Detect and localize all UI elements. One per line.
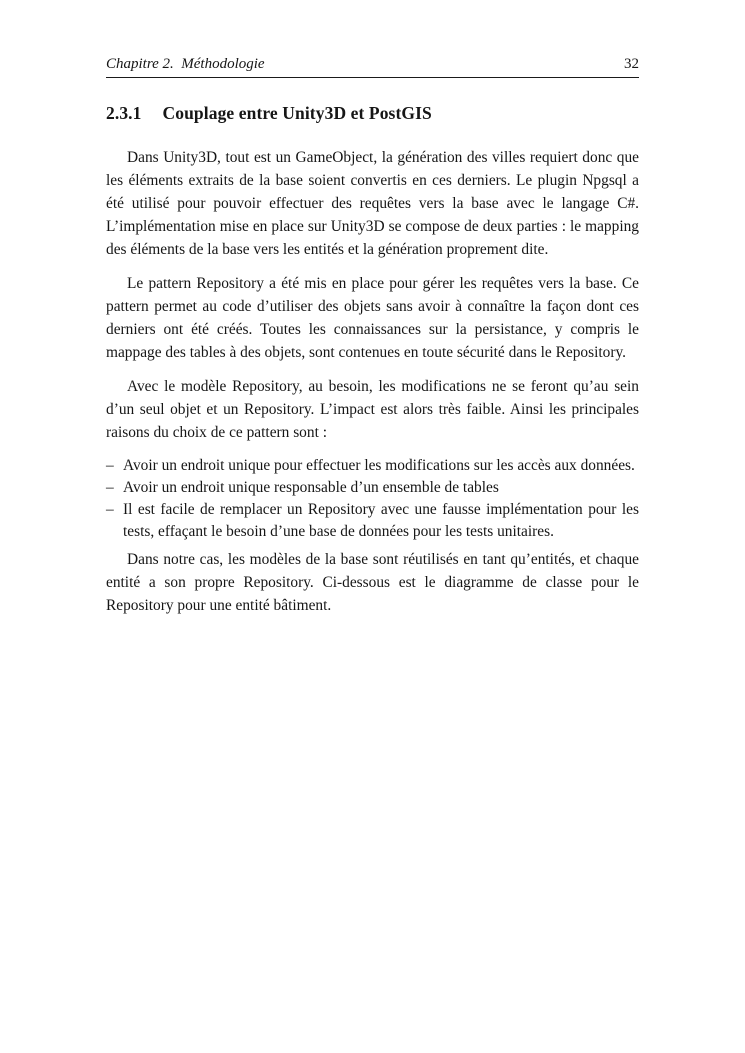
- list-item: [106, 499, 639, 543]
- running-header: [106, 56, 639, 78]
- paragraph-pattern-repository: Le pattern Repository a été mis en place pour gérer les requêtes vers la base. Ce pattern permet au code d’utiliser des objets sans avoir à connaître la façon dont ces derniers ont été créés. Toutes les connaissances sur la persistance, y compris le mappage des tables à des objets, sont contenues en toute sécurité dans le Repository.: [106, 275, 639, 361]
- list-item-text: Avoir un endroit unique responsable d’un ensemble de tables: [123, 479, 499, 496]
- dash-marker: –: [106, 457, 114, 474]
- section-heading: [106, 103, 639, 124]
- paragraph-closing: Dans notre cas, les modèles de la base sont réutilisés en tant qu’entités, et chaque entité a son propre Repository. Ci-dessous est le diagramme de classe pour le Repository pour une entité bâtiment.: [106, 551, 639, 614]
- paragraph-modele-repository: Avec le modèle Repository, au besoin, les modifications ne se feront qu’au sein d’un seul objet et un Repository. L’impact est alors très faible. Ainsi les principales raisons du choix de ce pattern sont :: [106, 378, 639, 441]
- reasons-list: [106, 455, 639, 543]
- section-number: 2.3.1: [106, 103, 142, 123]
- dash-marker: –: [106, 501, 114, 518]
- page-content: [106, 56, 639, 628]
- section-title: Couplage entre Unity3D et PostGIS: [162, 103, 432, 123]
- list-item-text: Il est facile de remplacer un Repository avec une fausse implémentation pour les tests, effaçant le besoin d’une base de données pour les tests unitaires.: [123, 501, 639, 540]
- list-item-text: Avoir un endroit unique pour effectuer les modifications sur les accès aux données.: [123, 457, 635, 474]
- page-number: 32: [624, 56, 639, 72]
- paragraph-unity3d-gameobject: Dans Unity3D, tout est un GameObject, la génération des villes requiert donc que les éléments extraits de la base soient convertis en ces derniers. Le plugin Npgsql a été utilisé pour pouvoir effectuer des requêtes vers la base avec le langage C#. L’implémentation mise en place sur Unity3D se compose de deux parties : le mapping des éléments de la base vers les entités et la génération proprement dite.: [106, 149, 639, 258]
- list-item: [106, 455, 639, 477]
- running-header-chapter: Chapitre 2. Méthodologie: [106, 56, 265, 72]
- list-item: [106, 477, 639, 499]
- dash-marker: –: [106, 479, 114, 496]
